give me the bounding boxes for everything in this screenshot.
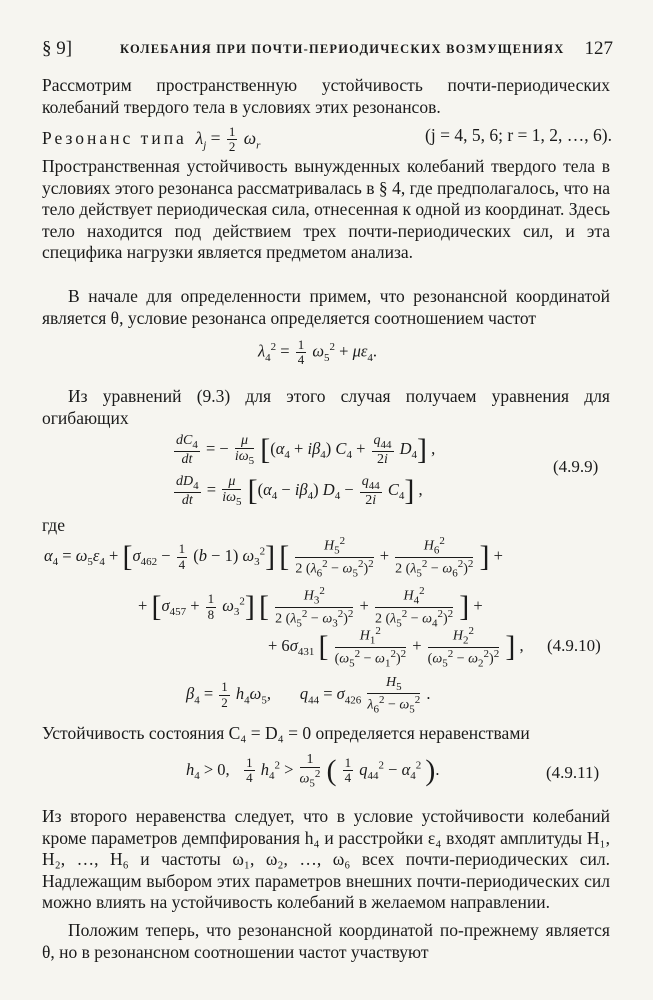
fraction: $\frac{1}{2}$ <box>228 124 236 155</box>
paragraph-intro: Рассмотрим пространственную устойчивость почти-периодических колебаний твердого тела в условиях этих резонансов. <box>42 75 610 117</box>
page-number: 127 <box>584 38 613 59</box>
equation-alpha4-line2: + [$\sigma_{457}$ + $\frac{1}{8}$ $\omega_3^2$] [ $\frac{H_3^2}{2 (\lambda_5^2 - \omega_3^2)^2}$ + $\frac{H_4^2}{2 (\lambda_5^2 - \omega_4^2)^2}$ ] + <box>138 585 483 629</box>
derivative-dC4: $\frac{dC_4}{dt}$ <box>176 433 198 467</box>
equation-number-4-9-11: (4.9.11) <box>546 763 600 782</box>
where-label: где <box>42 515 65 535</box>
running-header <box>42 38 613 62</box>
equation-dC4: $\frac{dC_4}{dt}$ = − $\frac{\mu}{i\omega_5}$ [$(\alpha_4 + i\beta_4) C_4$ + $\frac{q_{44}}{2i}$ $D_4$] , <box>176 433 436 468</box>
equation-number-4-9-9: (4.9.9) <box>553 457 599 476</box>
fraction: $\frac{1}{\omega_5^2}$ <box>299 752 321 790</box>
fraction: $\frac{1}{4}$ <box>178 541 186 572</box>
fraction: $\frac{1}{4}$ <box>297 337 305 368</box>
resonance-label: Резонанс типа <box>42 127 187 148</box>
section-ref: § 9] <box>42 38 73 59</box>
paragraph-stability: Пространственная устойчивость вынужденных колебаний твердого тела в условиях этого резонанса рассматривалась в § 4, где предполагалось, что на тело действует периодическая сила, отнесенная к одной из координат. Здесь тело находится под действием трех почти-периодических сил, и эта специфика нагрузки является предметом анализа. <box>42 156 610 262</box>
fraction: $\frac{q_{44}}{2i}$ <box>361 474 380 508</box>
equation-alpha4-line1: $\alpha_4 = \omega_5\varepsilon_4 + [\sigma_{462}$ − $\frac{1}{4}$ (b − 1) $\omega_3^2$] [ $\frac{H_5^2}{2 (\lambda_6^2 - \omega_5^2)^2}$ + $\frac{H_6^2}{2 (\lambda_5^2 - \omega_6^2)^2}$ ] + <box>44 535 503 579</box>
paragraph-stability-state: Устойчивость состояния C₄ = D₄ = 0 определяется неравенствами <box>42 723 530 743</box>
paragraph-conclusion: Из второго неравенства следует, что в условие устойчивости колебаний кроме параметров демпфирования h₄ и расстройки ε₄ входят амплитуды H₁, H₂, …, H₆ и частоты ω₁, ω₂, …, ω₆ всех почти-периодических сил. Надлежащим выбором этих параметров внешних почти-периодических сил можно влиять на устойчивость колебаний в желаемом направлении. <box>42 806 610 912</box>
resonance-formula: $\lambda_j$ = $\frac{1}{2}$ $\omega_r$ <box>195 124 261 155</box>
fraction: $\frac{\mu}{i\omega_5}$ <box>234 433 255 468</box>
equation-frequency-relation: $\lambda_4^2$ = $\frac{1}{4}$ $\omega_5^2 + \mu\varepsilon_4$. <box>258 337 377 368</box>
fraction: $\frac{1}{2}$ <box>221 679 228 710</box>
resonance-condition: (j = 4, 5, 6; r = 1, 2, …, 6). <box>425 125 612 145</box>
fraction: $\frac{1}{4}$ <box>246 755 253 786</box>
fraction: $\frac{1}{8}$ <box>207 591 215 622</box>
derivative-dD4: $\frac{dD_4}{dt}$ <box>176 474 199 508</box>
resonance-heading <box>42 125 612 155</box>
running-title: КОЛЕБАНИЯ ПРИ ПОЧТИ-ПЕРИОДИЧЕСКИХ ВОЗМУЩЕНИЯХ <box>120 42 565 56</box>
fraction: $\frac{H_1^2}{(\omega_5^2 - \omega_1^2)^2}$ <box>334 625 407 669</box>
equation-beta4-q44: $\beta_4$ = $\frac{1}{2}$ $h_4\omega_5$, $q_{44} = \sigma_{426}$ $\frac{H_5}{\lambda_6^2 - \omega_5^2}$ . <box>186 675 431 716</box>
paragraph-next-case: Положим теперь, что резонансной координатой по-прежнему является θ, но в резонансном соотношении частот участвуют <box>42 920 610 962</box>
paragraph-resonance: В начале для определенности примем, что резонансной координатой является θ, условие резонанса определяется соотношением частот <box>42 286 610 328</box>
fraction: $\frac{q_{44}}{2i}$ <box>373 433 392 467</box>
equation-alpha4-line3: + $6\sigma_{431}$ [ $\frac{H_1^2}{(\omega_5^2 - \omega_1^2)^2}$ + $\frac{H_2^2}{(\omega_5^2 - \omega_2^2)^2}$ ] , <box>268 625 524 669</box>
paragraph-envelopes: Из уравнений (9.3) для этого случая получаем уравнения для огибающих <box>42 386 610 428</box>
equation-dD4: $\frac{dD_4}{dt}$ = $\frac{\mu}{i\omega_5}$ [$(\alpha_4 - i\beta_4) D_4$ − $\frac{q_{44}}{2i}$ $C_4$] , <box>176 474 423 509</box>
fraction: $\frac{H_4^2}{2 (\lambda_5^2 - \omega_4^2)^2}$ <box>374 585 454 629</box>
fraction: $\frac{\mu}{i\omega_5}$ <box>222 474 242 509</box>
fraction: $\frac{1}{4}$ <box>344 755 352 786</box>
equation-stability-inequalities: $h_4 > 0$, $\frac{1}{4}$ $h_4^2$ > $\frac{1}{\omega_5^2}$ ( $\frac{1}{4}$ $q_{44}^2 - \alpha_4^2$ ). <box>186 752 440 790</box>
fraction: $\frac{H_6^2}{2 (\lambda_5^2 - \omega_6^2)^2}$ <box>395 535 474 579</box>
fraction: $\frac{H_2^2}{(\omega_5^2 - \omega_2^2)^2}$ <box>427 625 500 669</box>
fraction: $\frac{H_5}{\lambda_6^2 - \omega_5^2}$ <box>367 675 421 716</box>
fraction: $\frac{H_5^2}{2 (\lambda_6^2 - \omega_5^2)^2}$ <box>295 535 374 579</box>
fraction: $\frac{H_3^2}{2 (\lambda_5^2 - \omega_3^2)^2}$ <box>275 585 354 629</box>
equation-number-4-9-10: (4.9.10) <box>547 636 601 655</box>
